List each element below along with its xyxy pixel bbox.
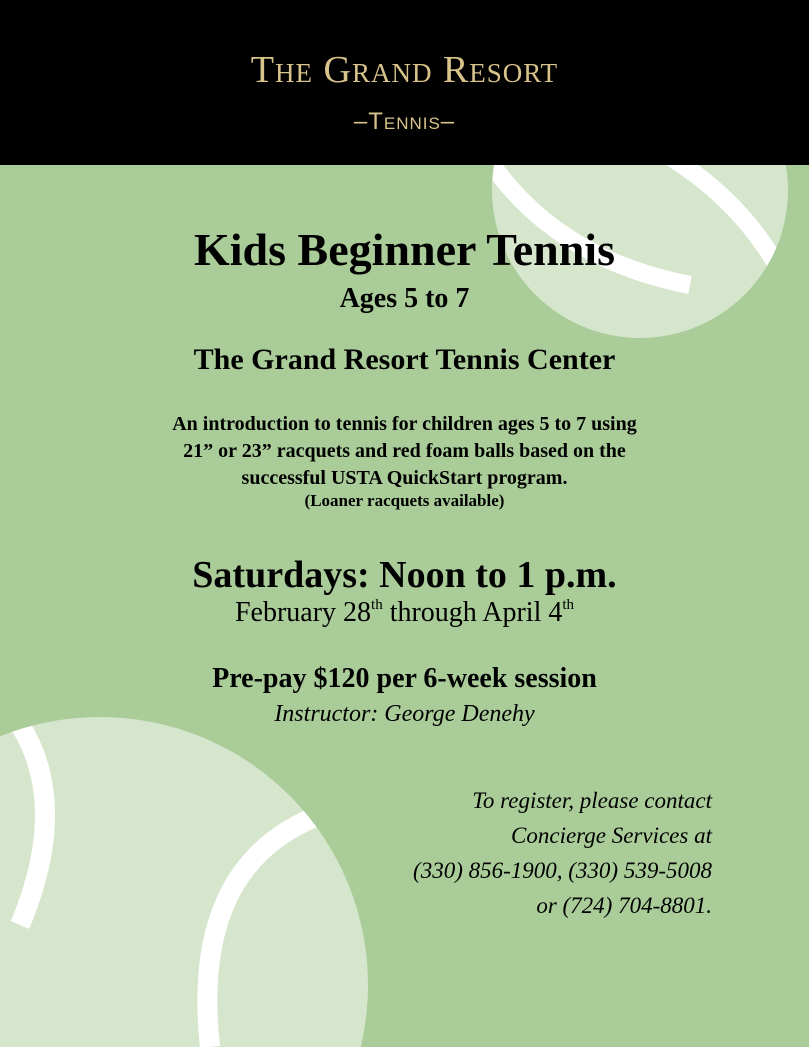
brand-title: The Grand Resort: [250, 49, 559, 91]
phone-numbers: (330) 856-1900, (330) 539-5008: [413, 858, 712, 883]
registration-line: To register, please contact: [472, 788, 712, 813]
registration-line: Concierge Services at: [511, 823, 712, 848]
brand-subtitle: –Tennis–: [353, 108, 456, 135]
session-dates: [0, 597, 809, 629]
age-range: Ages 5 to 7: [339, 283, 470, 314]
start-date-suffix: th: [371, 597, 383, 613]
end-date-suffix: th: [562, 597, 575, 613]
flyer-body: [0, 165, 809, 1047]
flyer-content: [0, 165, 809, 1047]
venue-name: The Grand Resort Tennis Center: [193, 343, 616, 376]
description-line: An introduction to tennis for children ages 5 to 7 using: [172, 413, 637, 435]
end-date: through April 4: [382, 597, 563, 628]
price-info: Pre-pay $120 per 6-week session: [212, 663, 597, 694]
registration-info: [413, 783, 712, 923]
loaner-note: (Loaner racquets available): [304, 491, 505, 510]
schedule-time: Saturdays: Noon to 1 p.m.: [192, 554, 617, 596]
description-line: 21” or 23” racquets and red foam balls based on the: [183, 440, 626, 462]
flyer-title: Kids Beginner Tennis: [194, 224, 615, 275]
description-line: successful USTA QuickStart program.: [241, 467, 568, 489]
start-date: February 28: [234, 597, 372, 628]
header-bar: [0, 0, 809, 165]
phone-numbers: or (724) 704-8801.: [536, 893, 712, 918]
program-description: [0, 411, 809, 492]
instructor-name: Instructor: George Denehy: [274, 701, 535, 727]
